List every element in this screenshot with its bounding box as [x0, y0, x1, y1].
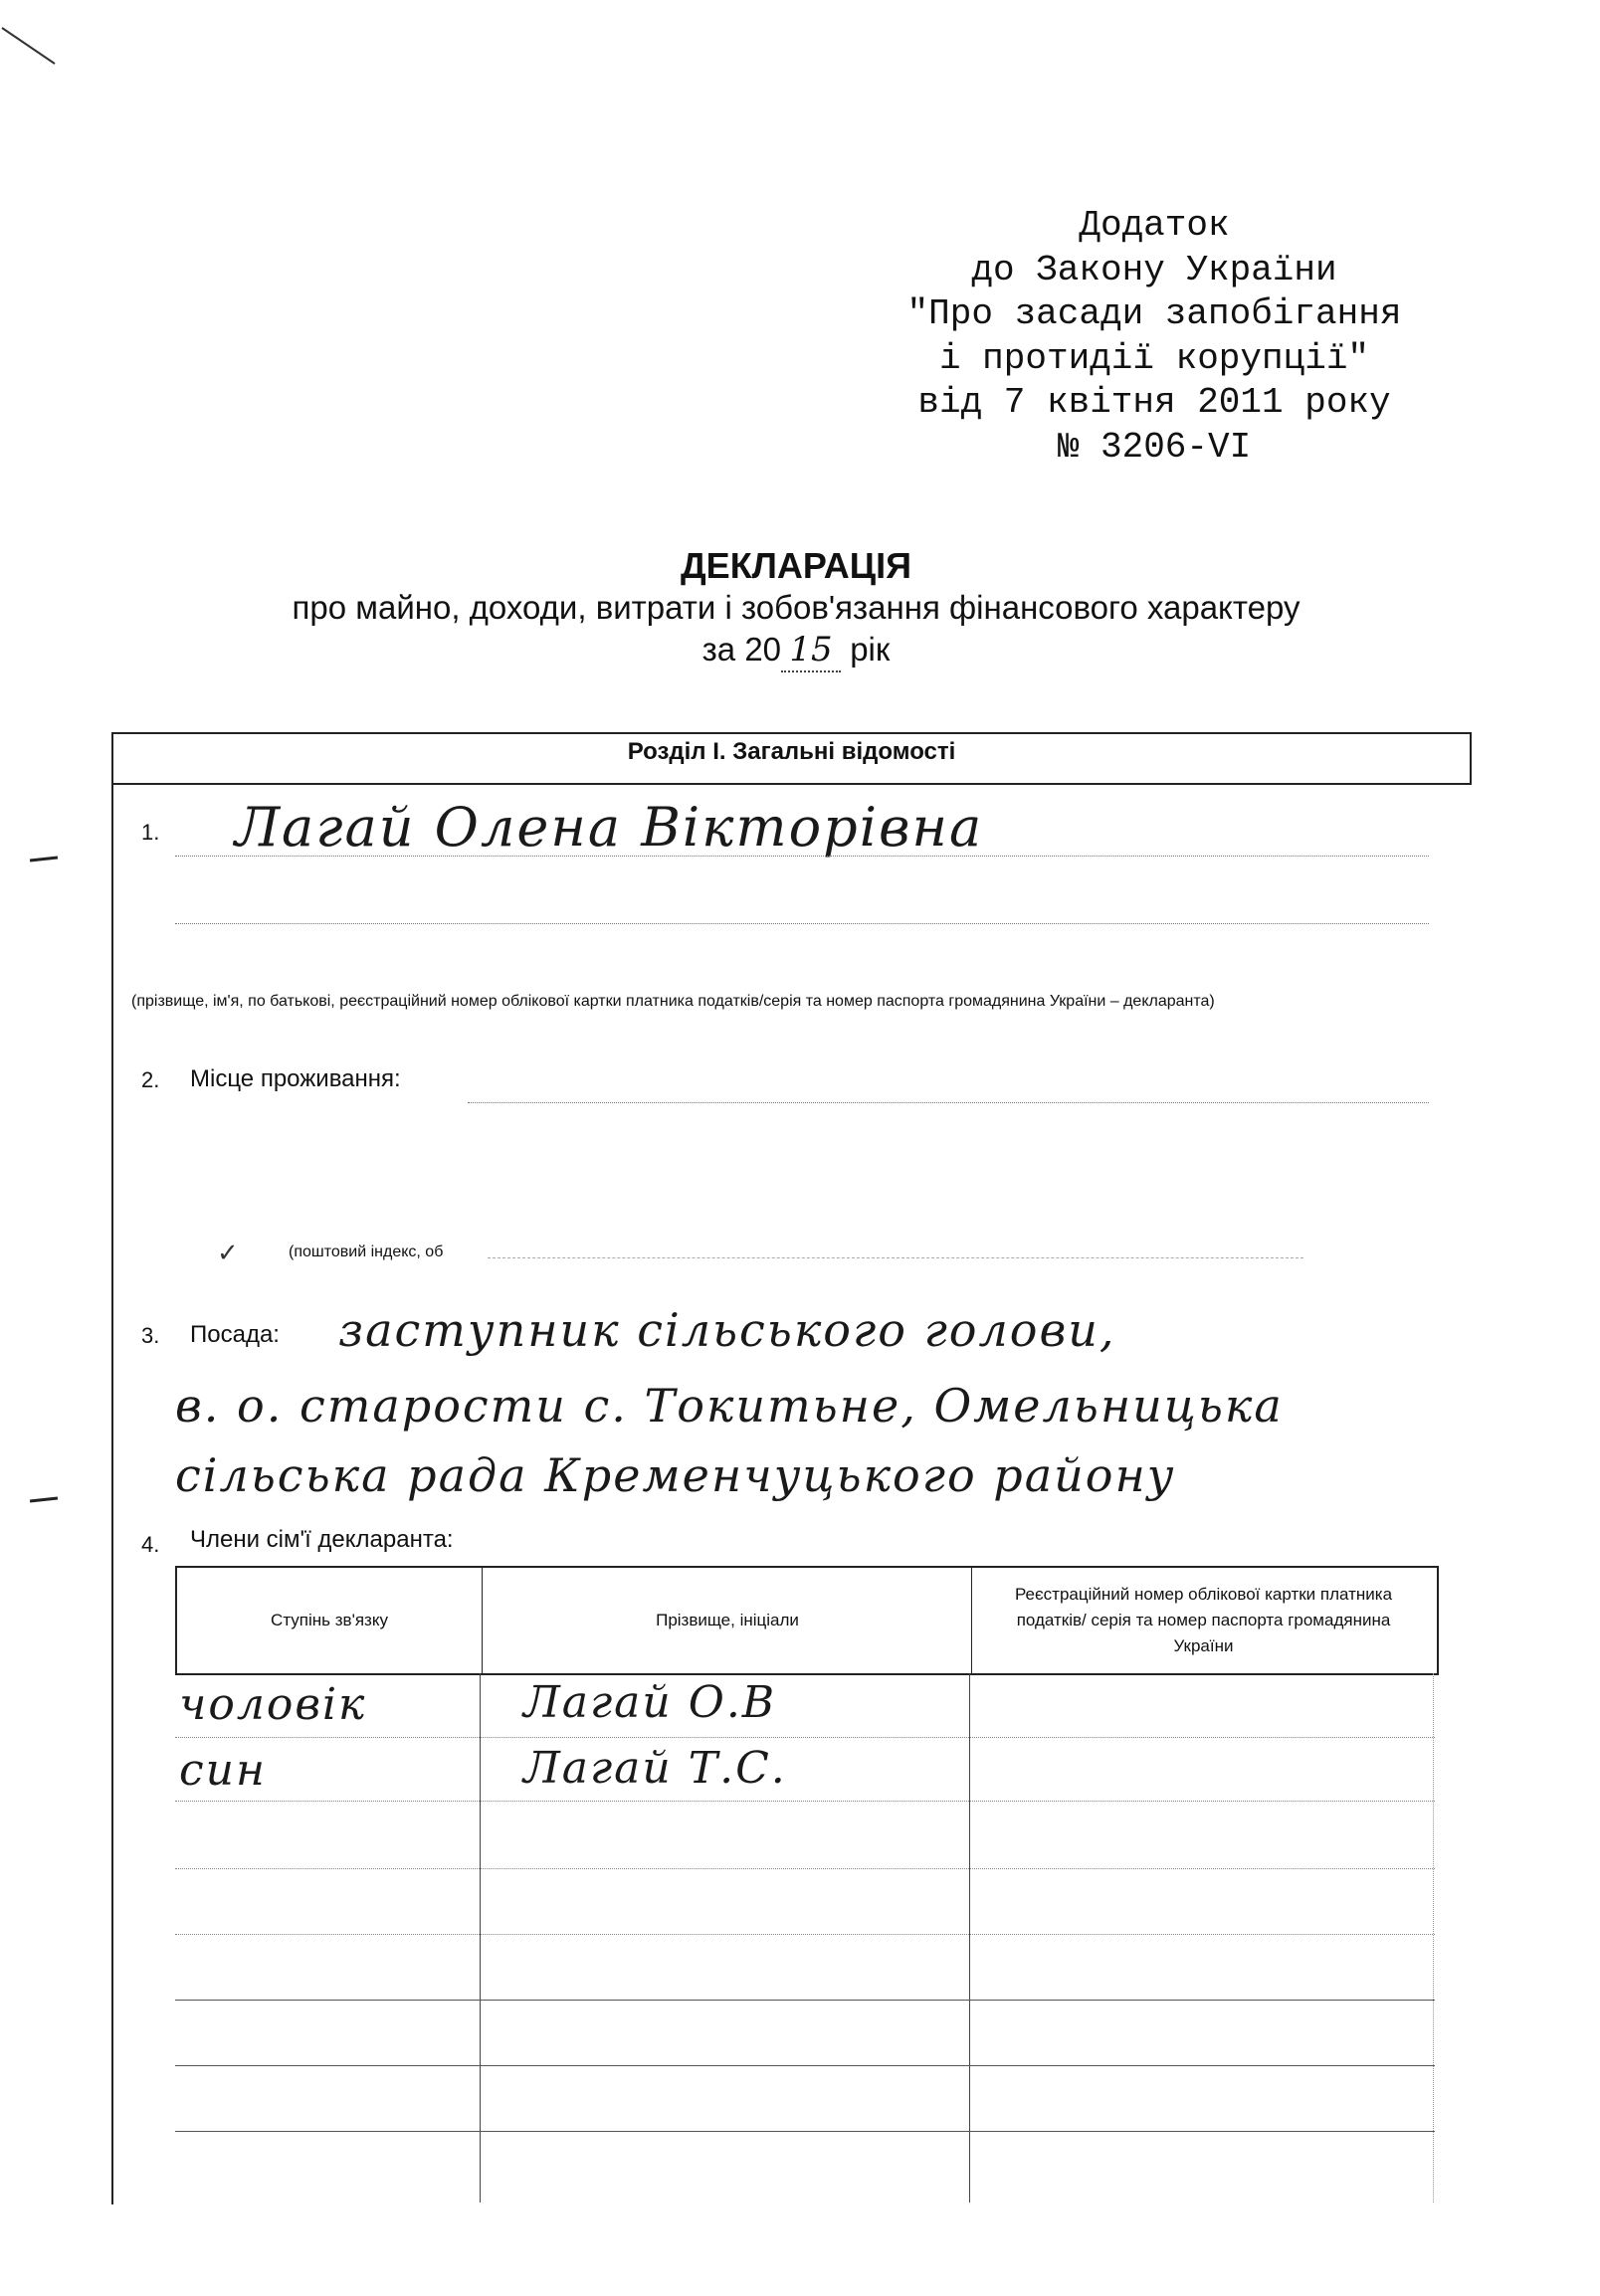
item2-caption: (поштовий індекс, об [289, 1244, 444, 1260]
declarant-name: Лагай Олена Вікторівна [235, 796, 984, 859]
year-handwritten: 15 [781, 629, 841, 672]
table-cell-name: Лагай О.В [523, 1677, 777, 1728]
row-divider [175, 1737, 1435, 1738]
item1-caption: (прізвище, ім'я, по батькові, реєстраційний номер облікової картки платника податків/серія та номер паспорта громадянина України – декларанта) [131, 993, 1215, 1010]
margin-mark [30, 1497, 58, 1503]
form-frame-divider [111, 783, 1472, 785]
position-line: заступник сільського голови, [338, 1303, 1116, 1357]
row-divider [175, 1934, 1435, 1935]
item3-label: Посада: [190, 1321, 280, 1348]
table-cell-name: Лагай Т.С. [523, 1743, 787, 1794]
row-divider [175, 2000, 1435, 2001]
section-title: Розділ І. Загальні відомості [627, 738, 956, 765]
addendum-line: № 3206-VI [1057, 426, 1252, 468]
margin-stroke [0, 20, 70, 70]
dotted-line [488, 1257, 1303, 1258]
form-frame-left [111, 732, 113, 2204]
column-divider [969, 1673, 970, 2202]
item3-number: 3. [141, 1323, 160, 1348]
position-line: сільська рада Кременчуцького району [175, 1448, 1176, 1502]
item4-number: 4. [141, 1532, 160, 1557]
declaration-title: ДЕКЛАРАЦІЯ [681, 545, 911, 586]
addendum-header [846, 204, 1463, 470]
table-cell-relation: син [179, 1745, 267, 1796]
year-prefix: за 20 [701, 631, 782, 668]
addendum-line: "Про засади запобігання [906, 293, 1402, 334]
column-divider [1433, 1673, 1434, 2202]
row-divider [175, 2131, 1435, 2132]
declaration-year [109, 629, 1483, 672]
table-cell-relation: чоловік [179, 1679, 367, 1730]
dotted-line [175, 856, 1429, 857]
declaration-title-block [109, 545, 1483, 672]
row-divider [175, 1801, 1435, 1802]
declaration-subtitle: про майно, доходи, витрати і зобов'язання фінансового характеру [292, 589, 1300, 626]
addendum-line: до Закону України [971, 249, 1337, 290]
dotted-line [468, 1102, 1429, 1103]
item4-label: Члени сім'ї декларанта: [190, 1526, 454, 1553]
year-suffix: рік [850, 631, 891, 668]
addendum-line: від 7 квітня 2011 року [917, 382, 1391, 423]
item2-label: Місце проживання: [190, 1065, 401, 1092]
check-mark-icon: ✓ [217, 1239, 239, 1268]
family-members-table [175, 1566, 1437, 2202]
column-header-relation: Ступінь зв'язку [271, 1611, 388, 1629]
row-divider [175, 2065, 1435, 2066]
column-divider [480, 1673, 481, 2202]
addendum-line: Додаток [1079, 205, 1230, 246]
margin-mark [30, 857, 58, 862]
column-header-name: Прізвище, ініціали [482, 1568, 972, 1673]
dotted-line [175, 923, 1429, 924]
item1-number: 1. [141, 820, 160, 845]
row-divider [175, 1868, 1435, 1869]
position-line: в. о. старости с. Токитьне, Омельницька [175, 1379, 1284, 1433]
item2-number: 2. [141, 1067, 160, 1092]
column-header-id: Реєстраційний номер облікової картки платника податків/ серія та номер паспорта громадянина України [971, 1568, 1435, 1673]
addendum-line: і протидії корупції" [938, 337, 1370, 379]
form-frame-top [111, 732, 1472, 734]
table-header [175, 1566, 1439, 1675]
